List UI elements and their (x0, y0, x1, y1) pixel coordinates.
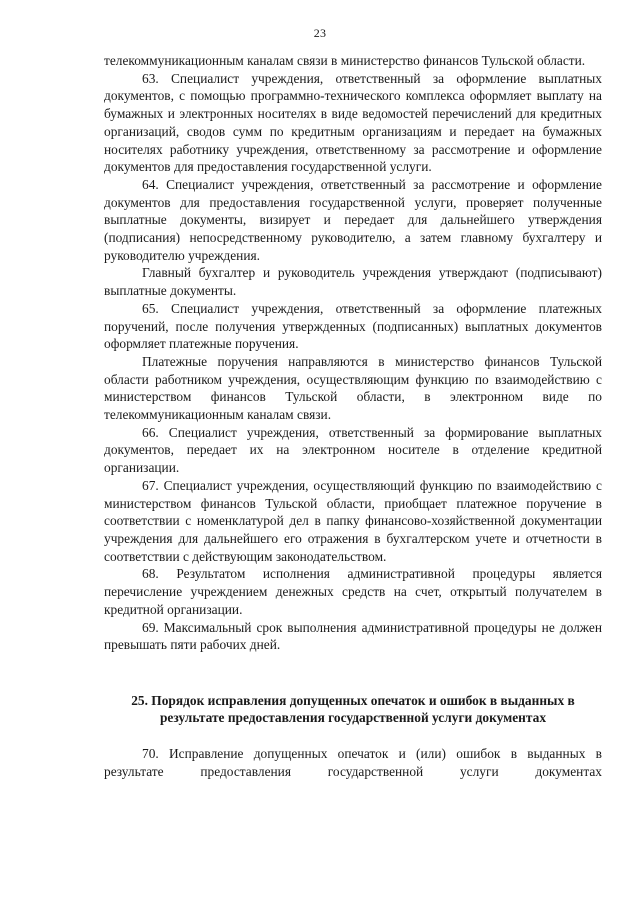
paragraph-68: 68. Результатом исполнения административной процедуры является перечисление учреждением денежных средств на счет, открытый получателем в кредитной организации. (104, 566, 602, 617)
paragraph-65: 65. Специалист учреждения, ответственный за оформление платежных поручений, после получения утвержденных (подписанных) выплатных документов оформляет платежные поручения. (104, 300, 602, 352)
section-heading: 25. Порядок исправления допущенных опечаток и ошибок в выданных в результате предоставления государственной услуги документах (131, 692, 575, 726)
paragraph-69: 69. Максимальный срок выполнения административной процедуры не должен превышать пяти рабочих дней. (104, 619, 602, 653)
document-body (104, 52, 602, 780)
paragraph-64: 64. Специалист учреждения, ответственный за рассмотрение и оформление документов для предоставления государственной услуги, проверяет полученные выплатные документы, визирует и передает для дальнейшего утверждения (подписания) непосредственному руководителю, а затем главному бухгалтеру и руководителю учреждения. (104, 176, 602, 263)
paragraph-67: 67. Специалист учреждения, осуществляющий функцию по взаимодействию с министерством финансов Тульской области, приобщает платежное поручение в соответствии с номенклатурой дел в папку финансово-хозяйственной документации учреждения для дальнейшего его отражения в бухгалтерском учете и отчетности в соответствии с действующим законодательством. (104, 477, 602, 564)
paragraph-63: 63. Специалист учреждения, ответственный за оформление выплатных документов, с помощью программно-технического комплекса оформляет выплату на бумажных и электронных носителях в виде ведомостей перечислений для кредитных организаций, сводов сумм по кредитным организациям и передает на бумажных носителях работнику учреждения, ответственному за рассмотрение и оформление документов для предоставления государственной услуги. (104, 70, 602, 175)
paragraph-payment-orders: Платежные поручения направляются в министерство финансов Тульской области работником учреждения, осуществляющим функцию по взаимодействию с министерством финансов Тульской области, в электронном виде по телекоммуникационным каналам связи. (104, 353, 602, 423)
paragraph-66: 66. Специалист учреждения, ответственный за формирование выплатных документов, передает их на электронном носителе в отделение кредитной организации. (104, 424, 602, 476)
paragraph-continuation: телекоммуникационным каналам связи в министерство финансов Тульской области. (104, 53, 586, 68)
paragraph-70: 70. Исправление допущенных опечаток и (или) ошибок в выданных в результате предоставления государственной услуги документах (104, 745, 602, 779)
paragraph-chief-accountant: Главный бухгалтер и руководитель учреждения утверждают (подписывают) выплатные документы. (104, 265, 602, 299)
page-number: 23 (313, 26, 327, 40)
